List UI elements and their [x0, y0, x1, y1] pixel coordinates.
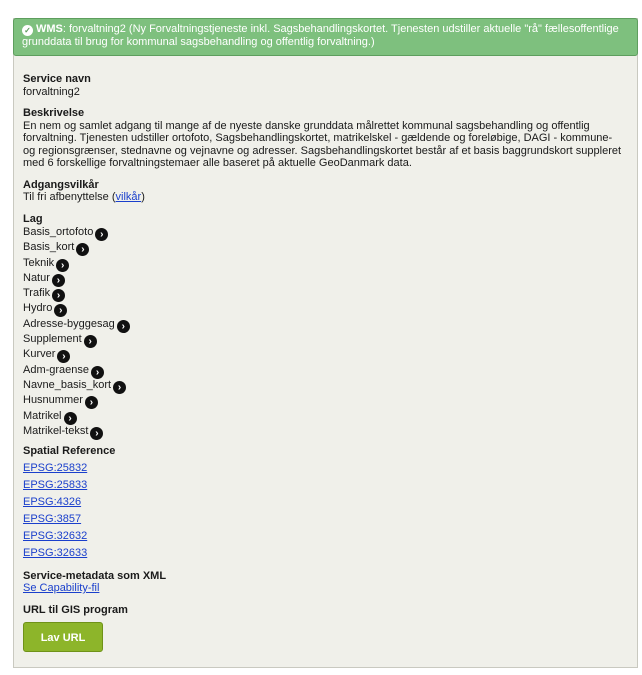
- chevron-right-circle-icon[interactable]: ›: [54, 304, 67, 317]
- epsg-link[interactable]: EPSG:25833: [23, 478, 88, 491]
- check-circle-icon: ✓: [22, 25, 33, 36]
- chevron-right-circle-icon[interactable]: ›: [95, 228, 108, 241]
- metadata-section: [23, 570, 623, 595]
- layer-item: [23, 393, 623, 408]
- description-text: En nem og samlet adgang til mange af de nyeste danske grunddata målrettet kommunal sagsbehandling og offentlig forvaltning. Tjenesten udstiller ortofoto, Sagsbehandlingskortet, matrikelskel - gældende og foreløbige, DAGI - kommune- og regionsgrænser, stednavne og vejnavne og adresser. Sagsbehandlingskortet består af et basis baggrundskort suppleret med 6 forskellige forvaltningstemaer alle baseret på aktuelle GeoDanmark data.: [23, 119, 622, 169]
- epsg-link[interactable]: EPSG:25832: [23, 461, 88, 474]
- capability-file-link[interactable]: Se Capability-fil: [23, 582, 100, 595]
- layer-label: Matrikel: [23, 409, 62, 422]
- layer-label: Husnummer: [23, 394, 83, 407]
- metadata-title: Service-metadata som XML: [23, 569, 167, 582]
- layer-label: Basis_kort: [23, 241, 75, 254]
- layer-item: [23, 363, 623, 378]
- layer-item: [23, 317, 623, 332]
- access-section: [23, 179, 623, 204]
- layer-label: Supplement: [23, 333, 82, 346]
- spatial-reference-title: Spatial Reference: [23, 445, 116, 458]
- access-suffix: ): [141, 191, 145, 203]
- description-section: [23, 107, 623, 170]
- layer-label: Hydro: [23, 302, 53, 315]
- layer-item: [23, 286, 623, 301]
- layer-item: [23, 271, 623, 286]
- layer-label: Trafik: [23, 287, 51, 300]
- service-header-text: : forvaltning2 (Ny Forvaltningstjeneste inkl. Sagsbehandlingskortet. Tjenesten udstiller aktuelle "rå" fællesoffentlige grunddata til brug for kommunal sagsbehandling og offentlig forvaltning.): [22, 23, 619, 48]
- chevron-right-circle-icon[interactable]: ›: [90, 427, 103, 440]
- layer-label: Matrikel-tekst: [23, 424, 89, 437]
- access-prefix: Til fri afbenyttelse (: [23, 191, 116, 203]
- service-header-banner: [13, 18, 638, 56]
- layer-label: Adm-graense: [23, 363, 90, 376]
- gis-url-section: [23, 604, 623, 653]
- service-info-panel: [13, 18, 638, 668]
- service-details: [23, 73, 623, 661]
- chevron-right-circle-icon[interactable]: ›: [84, 335, 97, 348]
- layer-item: [23, 409, 623, 424]
- layer-item: [23, 240, 623, 255]
- epsg-link[interactable]: EPSG:32632: [23, 529, 88, 542]
- access-title: Adgangsvilkår: [23, 178, 99, 191]
- layer-label: Adresse-byggesag: [23, 317, 115, 330]
- layers-section: [23, 213, 623, 440]
- chevron-right-circle-icon[interactable]: ›: [113, 381, 126, 394]
- chevron-right-circle-icon[interactable]: ›: [57, 350, 70, 363]
- layer-label: Navne_basis_kort: [23, 378, 112, 391]
- layer-item: [23, 332, 623, 347]
- layer-label: Basis_ortofoto: [23, 226, 94, 238]
- terms-link[interactable]: vilkår: [115, 191, 142, 203]
- spatial-reference-section: [23, 445, 623, 562]
- layer-label: Teknik: [23, 256, 55, 269]
- chevron-right-circle-icon[interactable]: ›: [56, 259, 69, 272]
- chevron-right-circle-icon[interactable]: ›: [76, 243, 89, 256]
- layer-item: [23, 256, 623, 271]
- chevron-right-circle-icon[interactable]: ›: [91, 366, 104, 379]
- epsg-link[interactable]: EPSG:3857: [23, 512, 82, 525]
- make-url-button[interactable]: Lav URL: [23, 622, 103, 652]
- layer-item: [23, 225, 623, 240]
- service-name-value: forvaltning2: [23, 85, 80, 98]
- gis-url-title: URL til GIS program: [23, 603, 128, 616]
- layers-title: Lag: [23, 212, 43, 225]
- layer-item: [23, 347, 623, 362]
- layer-list: [23, 225, 623, 439]
- epsg-link[interactable]: EPSG:4326: [23, 495, 82, 508]
- layer-item: [23, 424, 623, 439]
- description-title: Beskrivelse: [23, 107, 85, 119]
- access-text: [23, 191, 623, 204]
- chevron-right-circle-icon[interactable]: ›: [85, 396, 98, 409]
- service-name-section: [23, 73, 623, 98]
- chevron-right-circle-icon[interactable]: ›: [52, 289, 65, 302]
- chevron-right-circle-icon[interactable]: ›: [64, 412, 77, 425]
- service-type-label: WMS: [36, 23, 63, 35]
- chevron-right-circle-icon[interactable]: ›: [117, 320, 130, 333]
- layer-item: [23, 378, 623, 393]
- chevron-right-circle-icon[interactable]: ›: [52, 274, 65, 287]
- epsg-list: [23, 460, 623, 562]
- epsg-link[interactable]: EPSG:32633: [23, 546, 88, 559]
- service-name-title: Service navn: [23, 73, 91, 85]
- layer-label: Kurver: [23, 348, 56, 361]
- layer-item: [23, 301, 623, 316]
- layer-label: Natur: [23, 271, 50, 284]
